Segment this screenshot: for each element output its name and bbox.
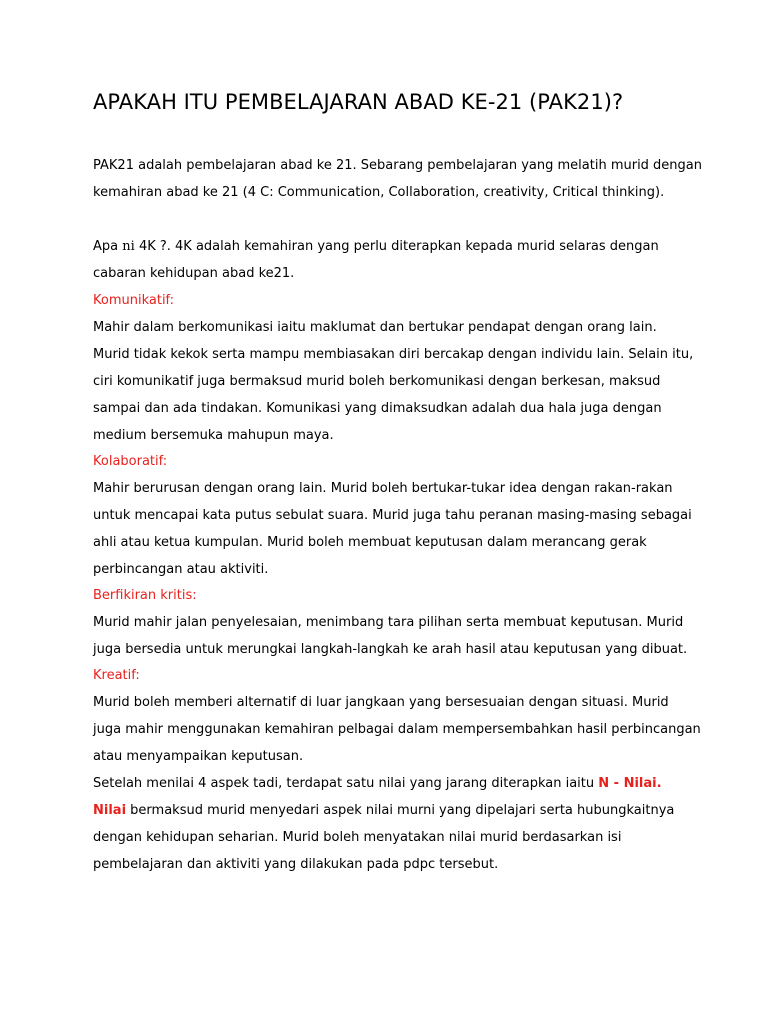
- kreatif-line: juga mahir menggunakan kemahiran pelbagai dalam mempersembahkan hasil perbincangan: [93, 722, 701, 737]
- kreatif-line: atau menyampaikan keputusan.: [93, 749, 304, 764]
- nilai-line-1: [93, 802, 674, 820]
- berfikiran-line: Murid mahir jalan penyelesaian, menimbang tara pilihan serta membuat keputusan. Murid: [93, 615, 684, 630]
- page-title: APAKAH ITU PEMBELAJARAN ABAD KE-21 (PAK21)?: [93, 90, 624, 114]
- berfikiran-heading: Berfikiran kritis:: [93, 588, 197, 603]
- kolaboratif-line: ahli atau ketua kumpulan. Murid boleh membuat keputusan dalam merancang gerak: [93, 535, 647, 550]
- apa-line-2: cabaran kehidupan abad ke21.: [93, 266, 295, 281]
- setelah-text: Setelah menilai 4 aspek tadi, terdapat satu nilai yang jarang diterapkan iaitu: [93, 776, 595, 791]
- kolaboratif-line: Mahir berurusan dengan orang lain. Murid boleh bertukar-tukar idea dengan rakan-rakan: [93, 481, 673, 496]
- kreatif-heading: Kreatif:: [93, 668, 140, 683]
- intro-line-1: PAK21 adalah pembelajaran abad ke 21. Sebarang pembelajaran yang melatih murid dengan: [93, 158, 703, 173]
- nilai-word: Nilai: [93, 803, 127, 818]
- nilai-line: dengan kehidupan seharian. Murid boleh menyatakan nilai murid berdasarkan isi: [93, 830, 622, 845]
- komunikatif-line: sampai dan ada tindakan. Komunikasi yang dimaksudkan adalah dua hala juga dengan: [93, 401, 662, 416]
- apa-prefix: Apa: [93, 239, 119, 254]
- kreatif-line: Murid boleh memberi alternatif di luar jangkaan yang bersesuaian dengan situasi. Murid: [93, 695, 669, 710]
- komunikatif-line: Mahir dalam berkomunikasi iaitu maklumat dan bertukar pendapat dengan orang lain.: [93, 320, 657, 335]
- kolaboratif-heading: Kolaboratif:: [93, 454, 168, 469]
- n-nilai-highlight: N - Nilai.: [598, 776, 662, 791]
- setelah-line: [93, 775, 662, 793]
- komunikatif-line: Murid tidak kekok serta mampu membiasakan diri bercakap dengan individu lain. Selain itu,: [93, 347, 694, 362]
- komunikatif-line: ciri komunikatif juga bermaksud murid boleh berkomunikasi dengan berkesan, maksud: [93, 374, 661, 389]
- nilai-line: pembelajaran dan aktiviti yang dilakukan pada pdpc tersebut.: [93, 857, 499, 872]
- intro-line-2: kemahiran abad ke 21 (4 C: Communication, Collaboration, creativity, Critical thinking).: [93, 185, 665, 200]
- komunikatif-heading: Komunikatif:: [93, 293, 175, 308]
- nilai-rest: bermaksud murid menyedari aspek nilai murni yang dipelajari serta hubungkaitnya: [130, 803, 675, 818]
- komunikatif-line: medium bersemuka mahupun maya.: [93, 428, 334, 443]
- kolaboratif-line: perbincangan atau aktiviti.: [93, 562, 269, 577]
- kolaboratif-line: untuk mencapai kata putus sebulat suara. Murid juga tahu peranan masing-masing sebagai: [93, 508, 692, 523]
- apa-line-1: [93, 238, 659, 256]
- apa-rest: 4K ?. 4K adalah kemahiran yang perlu diterapkan kepada murid selaras dengan: [138, 239, 659, 254]
- berfikiran-line: juga bersedia untuk merungkai langkah-langkah ke arah hasil atau keputusan yang dibuat.: [93, 642, 688, 657]
- apa-ni: ni: [122, 239, 135, 254]
